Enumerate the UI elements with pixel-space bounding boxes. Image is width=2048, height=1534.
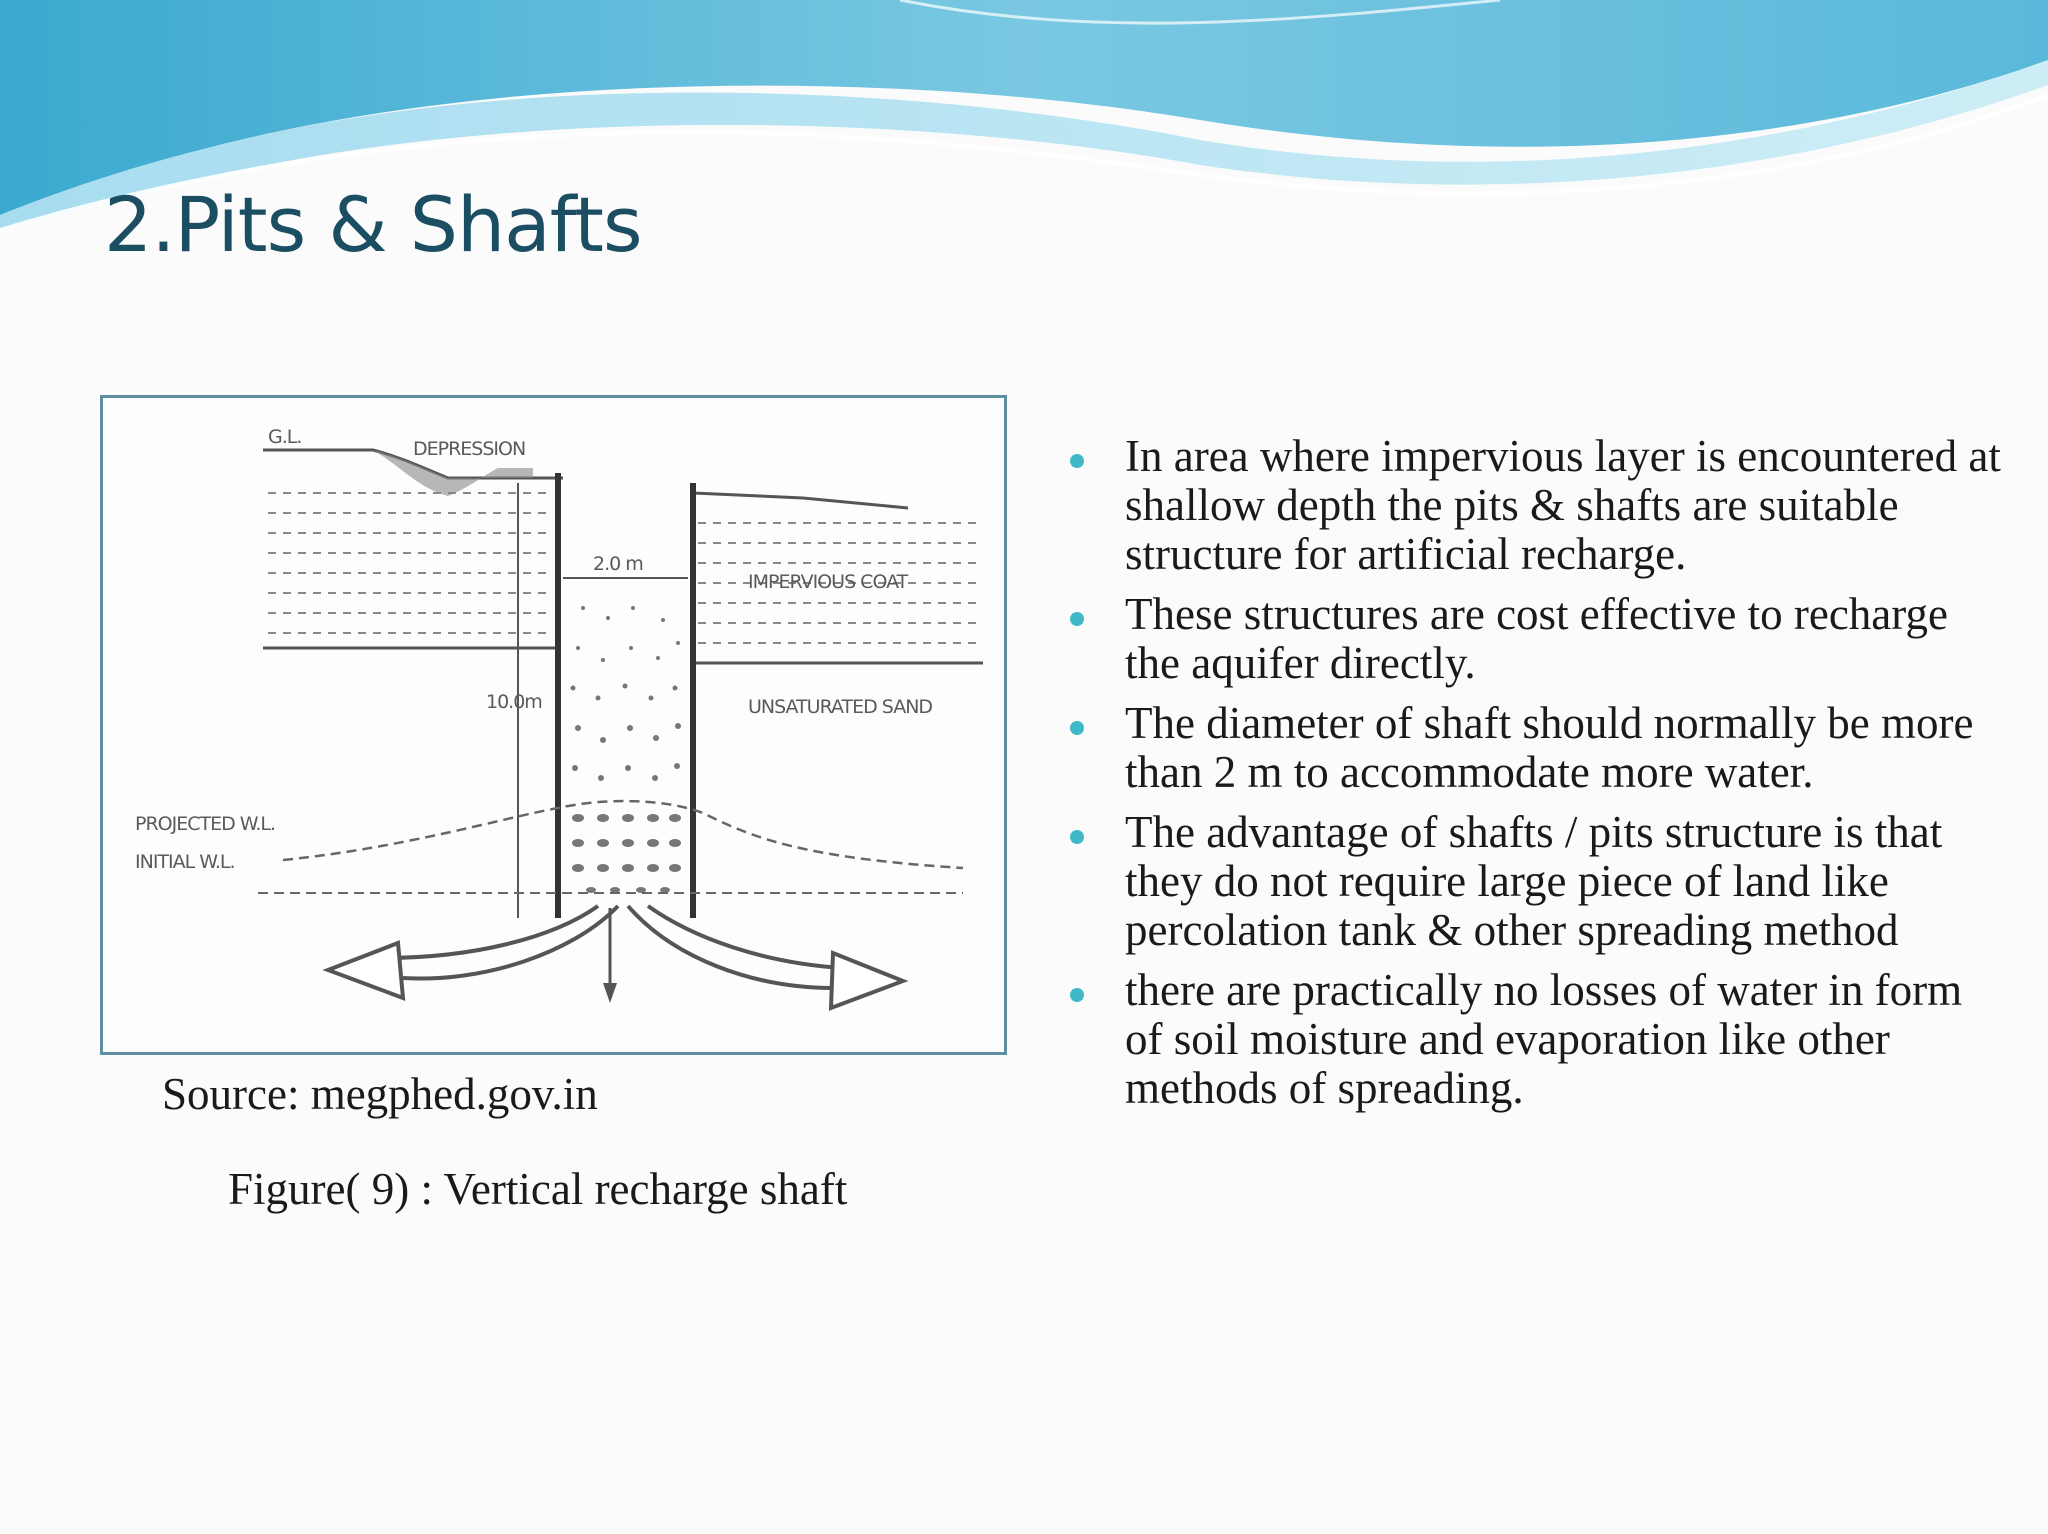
bullet-text: In area where impervious layer is encountered at shallow depth the pits & shafts are suitable structure for artificial recharge. bbox=[1125, 431, 2001, 579]
flow-arrow-left-head bbox=[328, 943, 403, 998]
label-impervious-coat: IMPERVIOUS COAT bbox=[748, 571, 908, 593]
bullet-list bbox=[1070, 432, 2005, 1124]
bullet-text: there are practically no losses of water in form of soil moisture and evaporation like other methods of spreading. bbox=[1125, 965, 1963, 1113]
ground-surface-right bbox=[693, 493, 908, 508]
label-ground-level: G.L. bbox=[268, 426, 302, 448]
bullet-item bbox=[1070, 432, 2005, 579]
flow-arrow-right-curve bbox=[648, 906, 843, 968]
recharge-shaft-diagram bbox=[103, 398, 1004, 1052]
bullet-dot-icon bbox=[1070, 721, 1084, 735]
label-shaft-depth: 10.0m bbox=[486, 691, 542, 713]
figure-caption: Figure( 9) : Vertical recharge shaft bbox=[228, 1164, 848, 1214]
label-projected-water-level: PROJECTED W.L. bbox=[135, 813, 276, 835]
slide-title: 2.Pits & Shafts bbox=[104, 180, 642, 269]
bullet-text: The diameter of shaft should normally be more than 2 m to accommodate more water. bbox=[1125, 698, 1974, 797]
bullet-item bbox=[1070, 966, 2005, 1113]
bullet-dot-icon bbox=[1070, 830, 1084, 844]
projected-water-level bbox=[283, 801, 963, 868]
label-shaft-width: 2.0 m bbox=[593, 553, 643, 575]
flow-arrow-down-head bbox=[603, 983, 617, 1003]
flow-arrow-right-head bbox=[831, 953, 903, 1008]
bullet-dot-icon bbox=[1070, 612, 1084, 626]
flow-arrow-left-curve bbox=[383, 906, 598, 958]
bullet-item bbox=[1070, 699, 2005, 797]
label-unsaturated-sand: UNSATURATED SAND bbox=[748, 696, 933, 718]
bullet-dot-icon bbox=[1070, 988, 1084, 1002]
bullet-item bbox=[1070, 808, 2005, 955]
label-initial-water-level: INITIAL W.L. bbox=[135, 851, 235, 873]
bullet-item bbox=[1070, 590, 2005, 688]
figure-frame bbox=[100, 395, 1007, 1055]
bullet-text: The advantage of shafts / pits structure is that they do not require large piece of land like percolation tank & other spreading method bbox=[1125, 807, 1943, 955]
filter-media bbox=[571, 606, 682, 893]
bullet-text: These structures are cost effective to recharge the aquifer directly. bbox=[1125, 589, 1948, 688]
bullet-dot-icon bbox=[1070, 454, 1084, 468]
figure-source: Source: megphed.gov.in bbox=[162, 1069, 598, 1119]
label-depression: DEPRESSION bbox=[413, 438, 526, 460]
